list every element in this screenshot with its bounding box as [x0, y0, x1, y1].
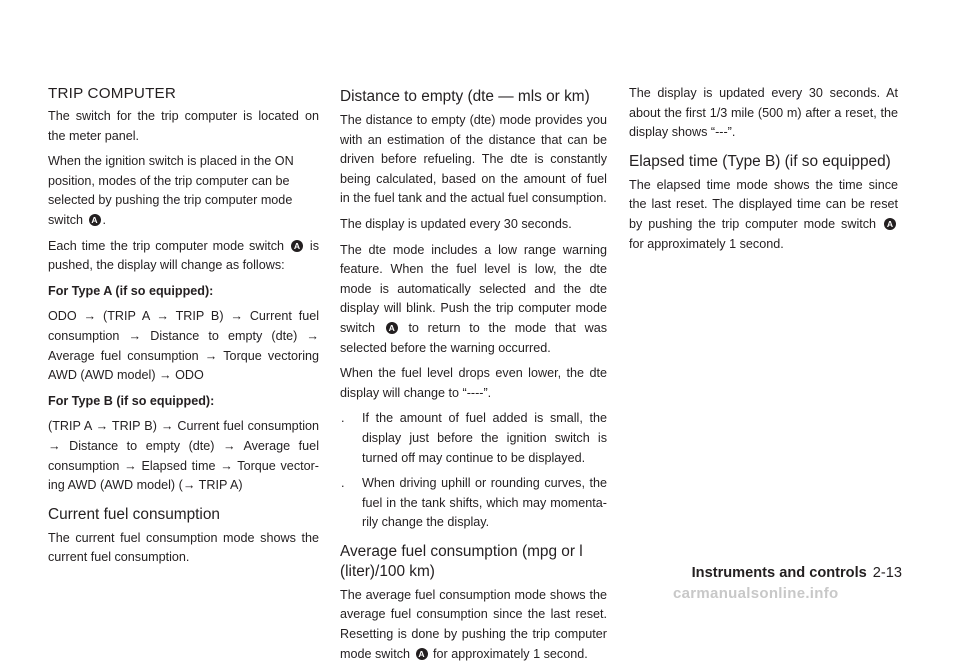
paragraph: The dte mode includes a low range warning feature. When the fuel level is low, the dte mode is automatically selected and the dte display will blink. Push the trip computer mode switch A to return to the mode that was selected before the warning occurred. [340, 242, 608, 355]
page-number: 2-13 [872, 565, 902, 581]
average-fuel-heading: Average fuel consumption (mpg or l (liter)/100 km) [340, 542, 583, 580]
paragraph: The elapsed time mode shows the time since the last reset. The displayed time can be reset by pushing the trip computer mode switch A for approximately 1 second. [629, 177, 898, 251]
paragraph: Each time the trip computer mode switch A is pushed, the display will change as follows: [48, 238, 320, 273]
column-2 [340, 87, 607, 670]
elapsed-time-heading: Elapsed time (Type B) (if so equipped) [629, 152, 891, 170]
switch-a-marker-icon: A [416, 648, 428, 660]
current-fuel-heading: Current fuel consumption [48, 505, 220, 523]
watermark: carmanualsonline.info [673, 585, 839, 602]
paragraph: The distance to empty (dte) mode provides you with an estimation of the distance that can be driven before refueling. The dte is constantly being calculated, based on the amount of fuel in the fuel tank and the actual fuel consumption. [340, 113, 607, 206]
paragraph: The current fuel consumption mode shows the current fuel consumption. [48, 530, 319, 565]
footer-section-title: Instruments and controls [691, 565, 867, 581]
paragraph: The switch for the trip computer is located on the meter panel. [48, 109, 319, 143]
switch-a-marker-icon: A [884, 218, 896, 230]
list-item: . If the amount of fuel added is small, the display just before the ignition switch is turned off may continue to be displayed. [341, 411, 607, 465]
paragraph: The average fuel consumption mode shows the average fuel consumption since the last reset. Resetting is done by pushing the trip computer mode switch A for approximately 1 second. [340, 587, 607, 661]
section-title: TRIP COMPUTER [48, 85, 177, 102]
dte-heading: Distance to empty (dte — mls or km) [340, 88, 590, 105]
type-b-heading: For Type B (if so equipped): [48, 393, 215, 408]
type-b-sequence: (TRIP A → TRIP B) → Current fuel consumption → Distance to empty (dte) → Average fuel consumption → Elapsed time → Torque vector-ing AWD (AWD model) (→ TRIP A) [48, 419, 319, 493]
list-item: . When driving uphill or rounding curves, the fuel in the tank shifts, which may momenta-rily change the display. [341, 476, 607, 530]
switch-a-marker-icon: A [89, 214, 101, 226]
bullet-icon: . [341, 476, 345, 491]
switch-a-marker-icon: A [291, 240, 303, 252]
paragraph: When the ignition switch is placed in the ON position, modes of the trip computer can be selected by pushing the trip computer mode switch A . [48, 154, 294, 227]
page-footer [692, 565, 902, 581]
column-3 [629, 84, 898, 260]
bullet-icon: . [341, 411, 345, 426]
type-a-sequence: ODO → (TRIP A → TRIP B) → Current fuel consumption → Distance to empty (dte) → Average fuel consumption → Torque vectoring AWD (AWD model) → ODO [48, 309, 319, 383]
bullet-list [340, 409, 607, 533]
type-a-heading: For Type A (if so equipped): [48, 283, 214, 298]
paragraph: The display is updated every 30 seconds. [340, 216, 572, 231]
paragraph: When the fuel level drops even lower, the dte display will change to “----”. [340, 366, 607, 400]
column-1 [48, 84, 319, 574]
paragraph: The display is updated every 30 seconds. At about the first 1/3 mile (500 m) after a reset, the display shows “---”. [629, 86, 898, 140]
switch-a-marker-icon: A [386, 322, 398, 334]
